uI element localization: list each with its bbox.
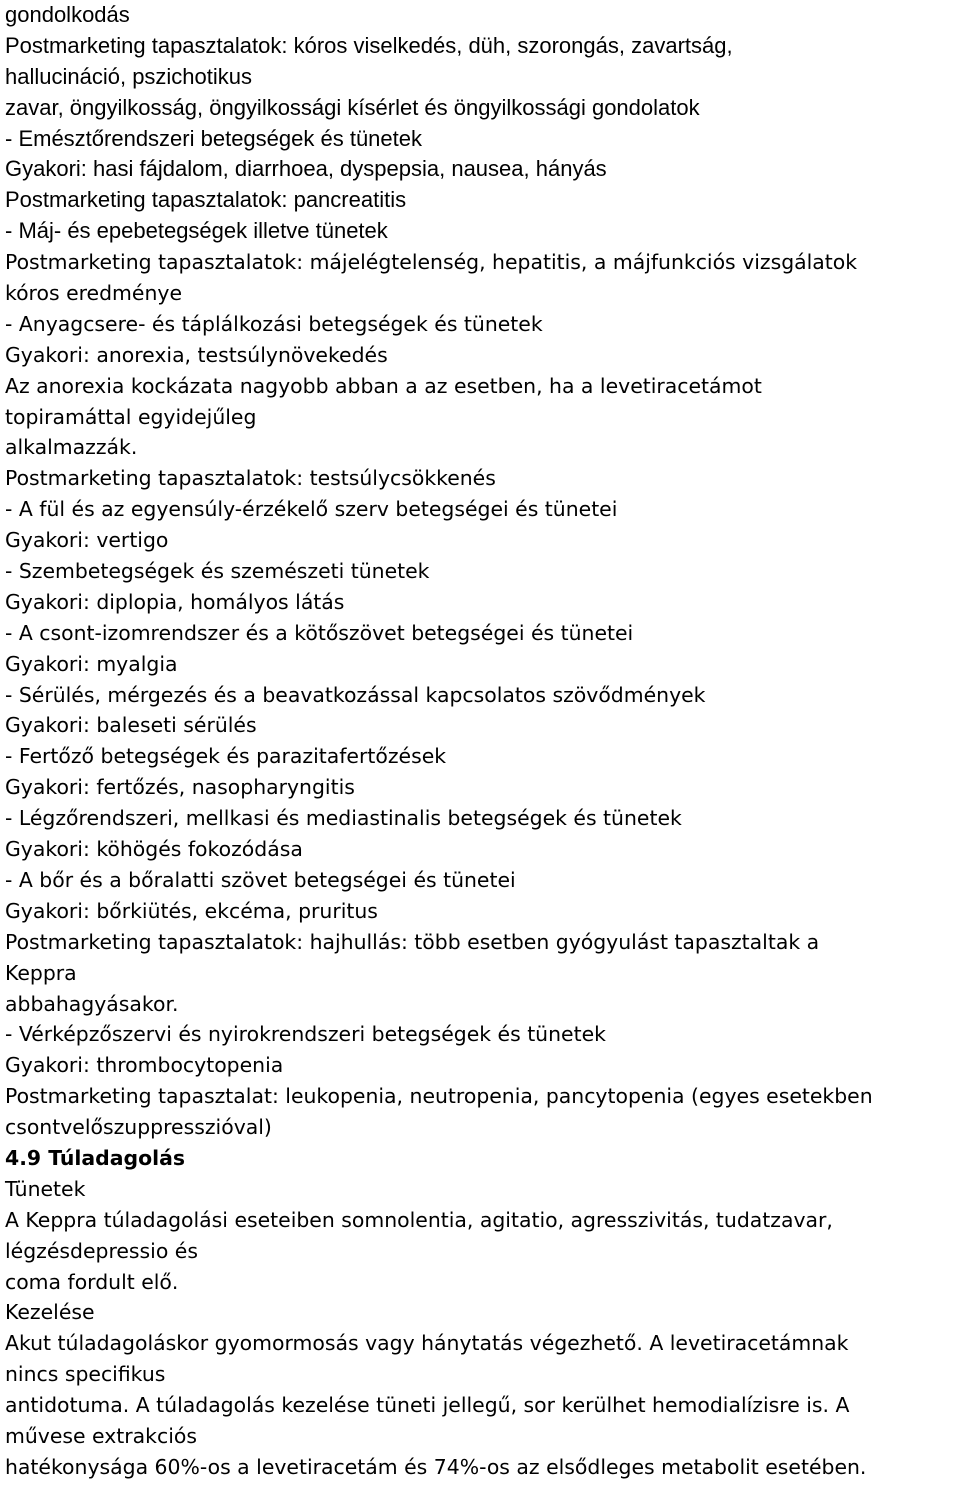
- text-line: - A bőr és a bőralatti szövet betegségei és tünetei: [5, 867, 516, 892]
- text-line: - Szembetegségek és szemészeti tünetek: [5, 559, 430, 584]
- text-line: alkalmazzák.: [5, 435, 138, 460]
- text-line: Postmarketing tapasztalat: leukopenia, neutropenia, pancytopenia (egyes esetekben: [5, 1084, 873, 1109]
- text-line: topiramáttal egyidejűleg: [5, 404, 257, 429]
- text-line: Gyakori: köhögés fokozódása: [5, 837, 303, 862]
- text-line: gondolkodás: [5, 2, 130, 27]
- text-line: Gyakori: hasi fájdalom, diarrhoea, dyspepsia, nausea, hányás: [5, 156, 607, 182]
- text-line: Gyakori: thrombocytopenia: [5, 1053, 284, 1078]
- text-line: légzésdepressio és: [5, 1238, 198, 1263]
- text-line: abbahagyásakor.: [5, 991, 179, 1016]
- text-line: csontvelőszuppresszióval): [5, 1115, 272, 1140]
- text-line: - Máj- és epebetegségek illetve tünetek: [5, 218, 388, 244]
- text-line: Gyakori: myalgia: [5, 651, 178, 676]
- text-line: - A csont-izomrendszer és a kötőszövet betegségei és tünetei: [5, 620, 634, 645]
- text-line: hatékonysága 60%-os a levetiracetám és 74%-os az elsődleges metabolit esetében.: [5, 1454, 867, 1479]
- text-line: hallucináció, pszichotikus: [5, 63, 253, 89]
- text-line: Postmarketing tapasztalatok: pancreatitis: [5, 187, 407, 213]
- text-line: - Emésztőrendszeri betegségek és tünetek: [5, 125, 423, 151]
- text-line: művese extrakciós: [5, 1423, 197, 1448]
- text-line: - Légzőrendszeri, mellkasi és mediastinalis betegségek és tünetek: [5, 806, 682, 831]
- section-heading: 4.9 Túladagolás: [5, 1145, 186, 1170]
- text-line: Postmarketing tapasztalatok: hajhullás: több esetben gyógyulást tapasztaltak a: [5, 929, 820, 954]
- text-line: - Sérülés, mérgezés és a beavatkozással kapcsolatos szövődmények: [5, 682, 706, 707]
- text-line: Gyakori: fertőzés, nasopharyngitis: [5, 775, 355, 800]
- text-line: Gyakori: vertigo: [5, 528, 169, 553]
- text-line: Postmarketing tapasztalatok: kóros viselkedés, düh, szorongás, zavartság,: [5, 32, 733, 58]
- text-line: - A fül és az egyensúly-érzékelő szerv betegségei és tünetei: [5, 497, 618, 522]
- text-line: Gyakori: diplopia, homályos látás: [5, 589, 345, 614]
- text-line: Gyakori: baleseti sérülés: [5, 713, 257, 738]
- text-line: antidotuma. A túladagolás kezelése tüneti jellegű, sor kerülhet hemodialízisre is. A: [5, 1393, 850, 1418]
- text-line: Kezelése: [5, 1300, 95, 1325]
- text-line: coma fordult elő.: [5, 1269, 179, 1294]
- text-line: Postmarketing tapasztalatok: májelégtelenség, hepatitis, a májfunkciós vizsgálatok: [5, 250, 858, 275]
- text-line: Akut túladagoláskor gyomormosás vagy hánytatás végezhető. A levetiracetámnak: [5, 1331, 849, 1356]
- text-line: Gyakori: anorexia, testsúlynövekedés: [5, 342, 388, 367]
- text-line: zavar, öngyilkosság, öngyilkossági kísérlet és öngyilkossági gondolatok: [5, 94, 700, 120]
- document-page: [5, 0, 960, 1483]
- text-line: Az anorexia kockázata nagyobb abban a az esetben, ha a levetiracetámot: [5, 373, 762, 398]
- text-line: Tünetek: [5, 1176, 86, 1201]
- text-line: Gyakori: bőrkiütés, ekcéma, pruritus: [5, 898, 378, 923]
- text-line: Keppra: [5, 960, 77, 985]
- text-line: kóros eredménye: [5, 281, 182, 306]
- text-line: nincs specifikus: [5, 1362, 166, 1387]
- text-line: - Anyagcsere- és táplálkozási betegségek és tünetek: [5, 311, 543, 336]
- text-line: - Vérképzőszervi és nyirokrendszeri betegségek és tünetek: [5, 1022, 606, 1047]
- text-line: - Fertőző betegségek és parazitafertőzések: [5, 744, 447, 769]
- text-line: Postmarketing tapasztalatok: testsúlycsökkenés: [5, 466, 496, 491]
- text-line: A Keppra túladagolási eseteiben somnolentia, agitatio, agresszivitás, tudatzavar,: [5, 1207, 833, 1232]
